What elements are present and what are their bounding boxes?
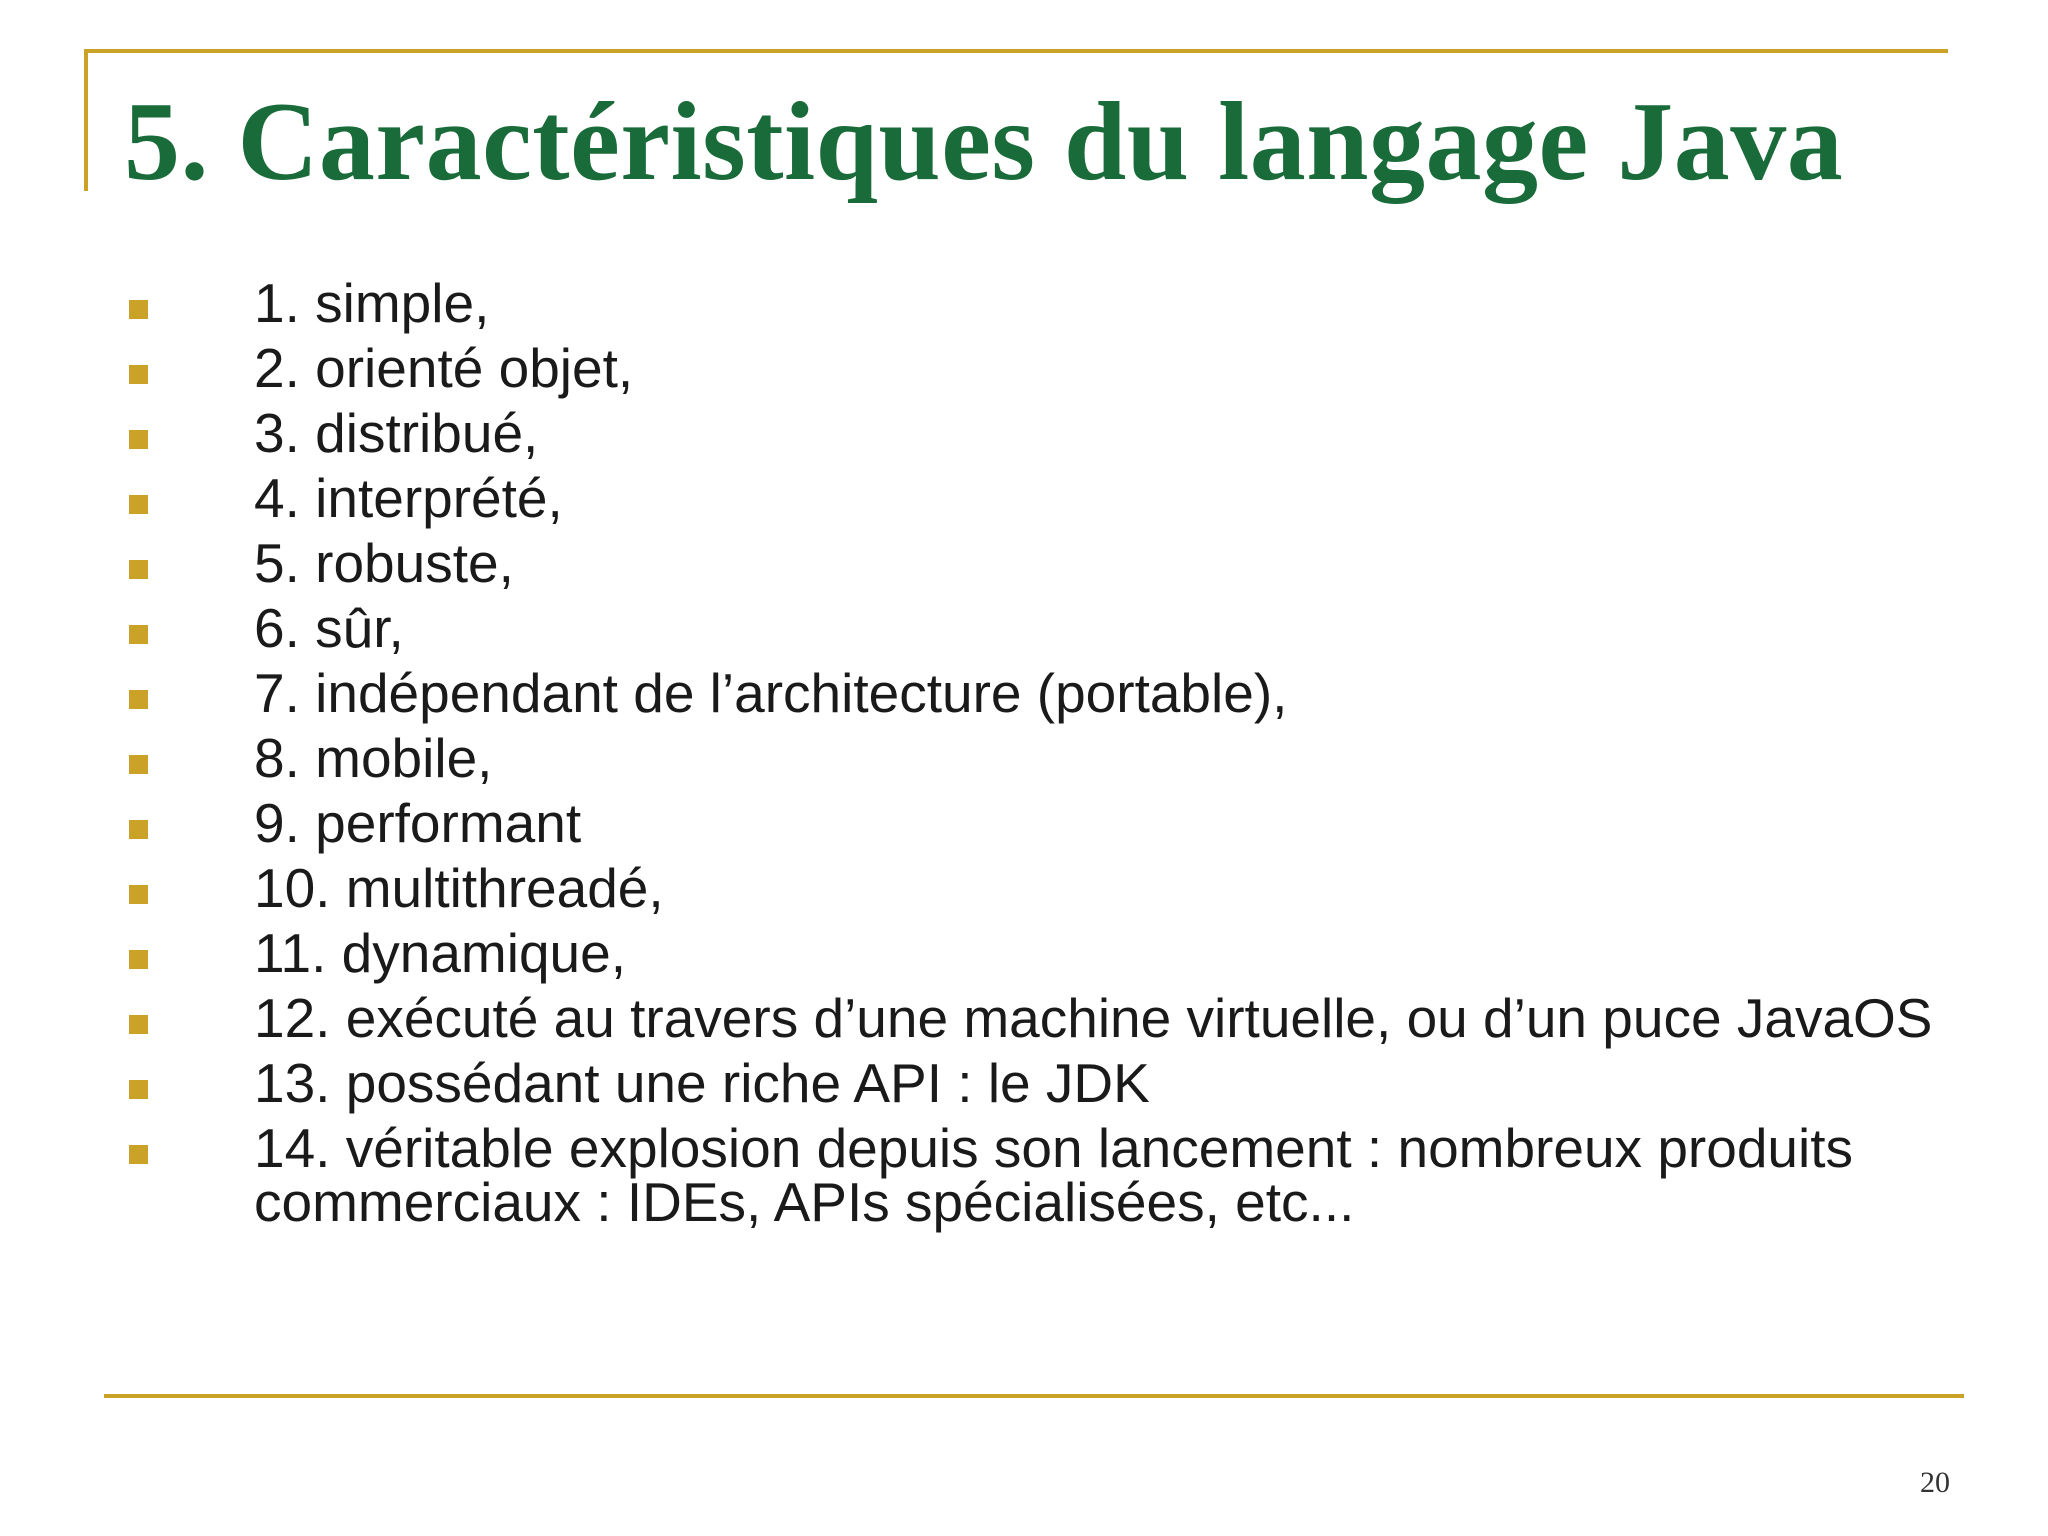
list-item-text: 3. distribué,	[254, 402, 539, 464]
square-bullet-icon	[129, 1080, 148, 1099]
list-item	[124, 922, 1984, 984]
list-item	[124, 662, 1984, 724]
bottom-divider	[104, 1394, 1964, 1398]
list-item	[124, 467, 1984, 529]
list-item-text: 8. mobile,	[254, 727, 493, 789]
list-item	[124, 857, 1984, 919]
square-bullet-icon	[129, 690, 148, 709]
square-bullet-icon	[129, 300, 148, 319]
list-item-text: 6. sûr,	[254, 597, 404, 659]
square-bullet-icon	[129, 625, 148, 644]
bullet-list	[124, 272, 1984, 1240]
square-bullet-icon	[129, 755, 148, 774]
list-item	[124, 597, 1984, 659]
square-bullet-icon	[129, 430, 148, 449]
list-item-text: 10. multithreadé,	[254, 857, 664, 919]
square-bullet-icon	[129, 885, 148, 904]
list-item	[124, 272, 1984, 334]
list-item-text: 14. véritable explosion depuis son lancement : nombreux produits commerciaux : IDEs, APIs spécialisées, etc...	[254, 1117, 1854, 1233]
list-item-text: 9. performant	[254, 792, 582, 854]
list-item	[124, 1052, 1984, 1114]
square-bullet-icon	[129, 820, 148, 839]
list-item	[124, 1117, 1984, 1233]
list-item-text: 12. exécuté au travers d’une machine virtuelle, ou d’un puce JavaOS	[254, 987, 1933, 1049]
list-item-text: 7. indépendant de l’architecture (portable),	[254, 662, 1288, 724]
slide-title: 5. Caractéristiques du langage Java	[124, 80, 1844, 204]
list-item	[124, 727, 1984, 789]
list-item	[124, 532, 1984, 594]
square-bullet-icon	[129, 495, 148, 514]
square-bullet-icon	[129, 365, 148, 384]
list-item	[124, 402, 1984, 464]
page-number: 20	[1920, 1466, 1950, 1499]
square-bullet-icon	[129, 560, 148, 579]
square-bullet-icon	[129, 950, 148, 969]
left-divider	[84, 49, 88, 191]
square-bullet-icon	[129, 1145, 148, 1164]
square-bullet-icon	[129, 1015, 148, 1034]
list-item-text: 13. possédant une riche API : le JDK	[254, 1052, 1150, 1114]
list-item	[124, 337, 1984, 399]
list-item-text: 11. dynamique,	[254, 922, 627, 984]
list-item	[124, 792, 1984, 854]
list-item	[124, 987, 1984, 1049]
list-item-text: 2. orienté objet,	[254, 337, 634, 399]
list-item-text: 4. interprété,	[254, 467, 563, 529]
list-item-text: 5. robuste,	[254, 532, 514, 594]
top-divider	[84, 49, 1948, 53]
list-item-text: 1. simple,	[254, 272, 490, 334]
